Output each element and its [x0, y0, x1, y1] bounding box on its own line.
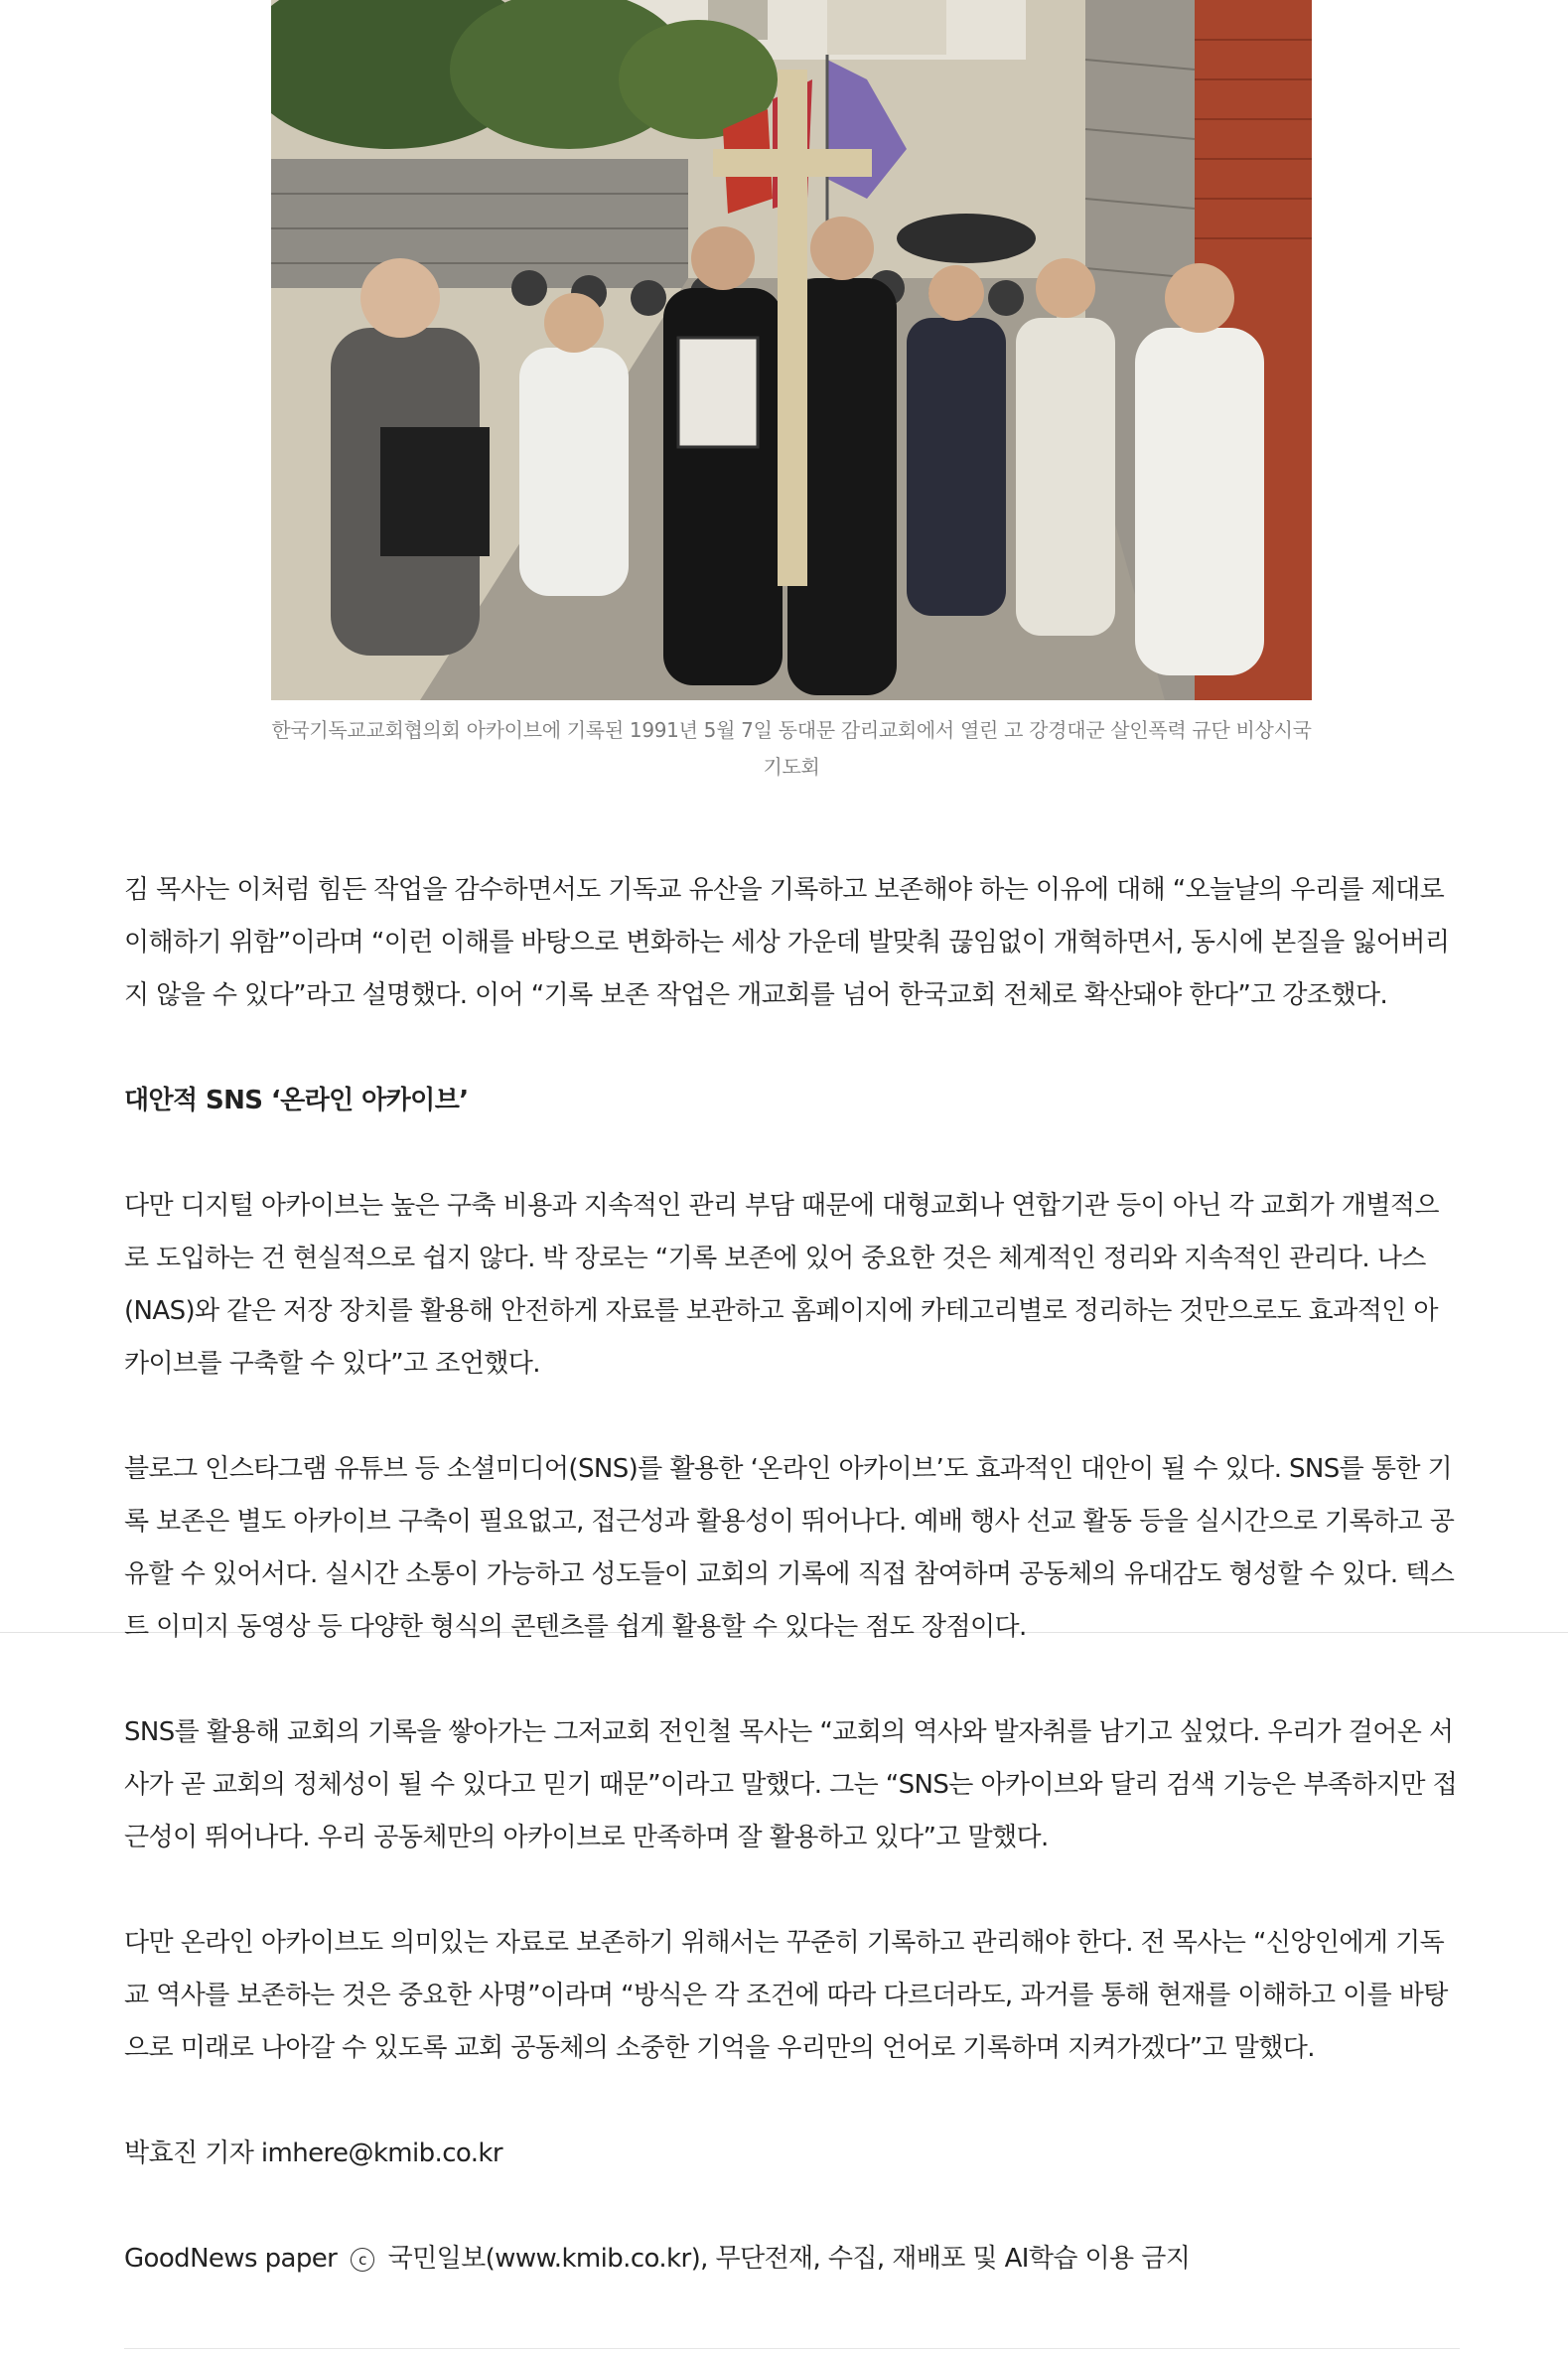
photo-caption	[260, 712, 1323, 786]
copyright-icon: c	[351, 2248, 374, 2272]
paragraph-5: 다만 온라인 아카이브도 의미있는 자료로 보존하기 위해서는 꾸준히 기록하고 관리해야 한다. 전 목사는 “신앙인에게 기독교 역사를 보존하는 것은 중요한 사명”이라며 “방식은 각 조건에 따라 다르더라도, 과거를 통해 현재를 이해하고 이를 바탕으로 미래로 나아갈 수 있도록 교회 공동체의 소중한 기억을 우리만의 언어로 기록하며 지켜가겠다”고 말했다.	[124, 1928, 1448, 2063]
article-body	[124, 864, 1460, 2285]
copyright-notice	[124, 2233, 1460, 2285]
byline: 박효진 기자 imhere@kmib.co.kr	[124, 2138, 502, 2168]
copyright-prefix: GoodNews paper	[124, 2244, 338, 2274]
caption-line-2: 기도회	[763, 755, 820, 779]
paragraph-4: SNS를 활용해 교회의 기록을 쌓아가는 그저교회 전인철 목사는 “교회의 역사와 발자취를 남기고 싶었다. 우리가 걸어온 서사가 곧 교회의 정체성이 될 수 있다고 믿기 때문”이라고 말했다. 그는 “SNS는 아카이브와 달리 검색 기능은 부족하지만 접근성이 뛰어나다. 우리 공동체만의 아카이브로 만족하며 잘 활용하고 있다”고 말했다.	[124, 1717, 1458, 1852]
subheading: 대안적 SNS ‘온라인 아카이브’	[124, 1086, 469, 1115]
paragraph-3: 블로그 인스타그램 유튜브 등 소셜미디어(SNS)를 활용한 ‘온라인 아카이브’도 효과적인 대안이 될 수 있다. SNS를 통한 기록 보존은 별도 아카이브 구축이 필요없고, 접근성과 활용성이 뛰어나다. 예배 행사 선교 활동 등을 실시간으로 기록하고 공유할 수 있어서다. 실시간 소통이 가능하고 성도들이 교회의 기록에 직접 참여하며 공동체의 유대감도 형성할 수 있다. 텍스트 이미지 동영상 등 다양한 형식의 콘텐츠를 쉽게 활용할 수 있다는 점도 장점이다.	[124, 1454, 1455, 1642]
caption-line-1: 한국기독교교회협의회 아카이브에 기록된 1991년 5월 7일 동대문 감리교회에서 열린 고 강경대군 살인폭력 규단 비상시국	[271, 718, 1312, 742]
paragraph-1: 김 목사는 이처럼 힘든 작업을 감수하면서도 기독교 유산을 기록하고 보존해야 하는 이유에 대해 “오늘날의 우리를 제대로 이해하기 위함”이라며 “이런 이해를 바탕으로 변화하는 세상 가운데 발맞춰 끊임없이 개혁하면서, 동시에 본질을 잃어버리지 않을 수 있다”라고 설명했다. 이어 “기록 보존 작업은 개교회를 넘어 한국교회 전체로 확산돼야 한다”고 강조했다.	[124, 875, 1450, 1010]
photo-procession-icon	[271, 0, 1312, 700]
copyright-suffix: 국민일보(www.kmib.co.kr), 무단전재, 수집, 재배포 및 AI학습 이용 금지	[387, 2244, 1191, 2274]
bottom-divider	[124, 2348, 1460, 2349]
paragraph-2: 다만 디지털 아카이브는 높은 구축 비용과 지속적인 관리 부담 때문에 대형교회나 연합기관 등이 아닌 각 교회가 개별적으로 도입하는 건 현실적으로 쉽지 않다. 박 장로는 “기록 보존에 있어 중요한 것은 체계적인 정리와 지속적인 관리다. 나스(NAS)와 같은 저장 장치를 활용해 안전하게 자료를 보관하고 홈페이지에 카테고리별로 정리하는 것만으로도 효과적인 아카이브를 구축할 수 있다”고 조언했다.	[124, 1191, 1439, 1379]
article-photo	[271, 0, 1312, 700]
